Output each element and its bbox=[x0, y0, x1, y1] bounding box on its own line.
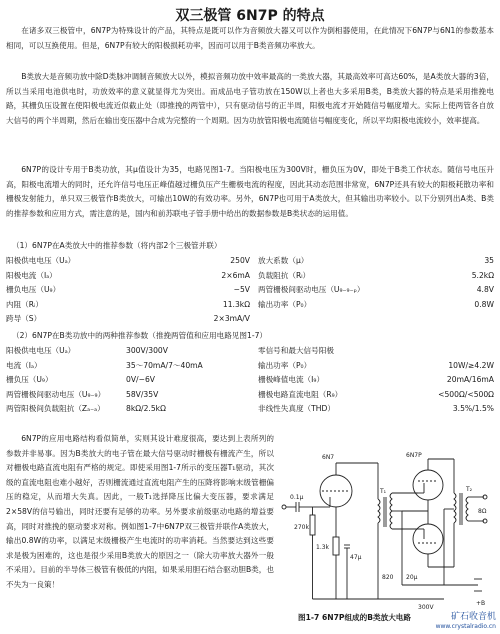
table-row bbox=[6, 298, 494, 313]
param-label: 放大系数（μ） bbox=[258, 256, 309, 265]
page-title: 双三极管 6N7P 的特点 bbox=[175, 8, 325, 24]
r1-label: 270k bbox=[294, 524, 309, 531]
param-value: 5.2kΩ bbox=[471, 270, 494, 280]
param-value: 58V/35V bbox=[126, 389, 159, 399]
c1-label: 0.1μ bbox=[290, 494, 304, 501]
param-value: 3.5%/1.5% bbox=[452, 404, 494, 414]
param-value: 0V/−6V bbox=[126, 375, 155, 385]
param-label: 阳极电流（Iₐ） bbox=[6, 270, 57, 280]
param-value: 2×3mA/V bbox=[213, 314, 250, 324]
design-paragraph: 6N7P的设计专用于B类功放，其μ值设计为35，电路见图1-7。当阳极电压为300V时，栅负压为0V，即处于B类工作状态。随信号电压升高，阳极电流增大的同时，还允许信号电压正峰值越过栅负压产生栅极电流的程度，因此其动态范围非常宽，6N7P还具有较大的阳极耗散功率和栅极发射能力，单只双三极管作B类放大，可输出10W的有效功率。另外，6N7P也可用于A类放大，但其输出功率较小。以下分别列出A类、B类的推荐参数和应用方式，需注意的是，国内和前苏联电子管手册中给出的数据参数是B类状态的运用值。 bbox=[6, 165, 494, 218]
table-a bbox=[6, 254, 494, 327]
param-label: 栅负电压（U₉） bbox=[6, 285, 61, 295]
param-label: 阳极供电电压（Uₐ） bbox=[6, 346, 76, 355]
param-label: 输出功率（P₀） bbox=[258, 299, 312, 309]
param-label: 输出功率（P₀） bbox=[258, 360, 312, 370]
param-label: 两管栅极间驱动电压（U₉₋₉） bbox=[6, 389, 106, 399]
param-value: 10W/≥4.2W bbox=[448, 360, 494, 370]
param-label: 两管阳极间负载阻抗（Zₐ₋ₐ） bbox=[6, 404, 105, 414]
c3-label: 20μ bbox=[406, 574, 418, 581]
param-value: 8kΩ/2.5kΩ bbox=[126, 404, 166, 414]
t2-label: T₂ bbox=[466, 486, 473, 493]
intro-paragraph: 在诸多双三极管中，6N7P为特殊设计的产品，其特点是既可以作为音频放大器又可以作为倒相器使用，在此情况下6N7P与6N1的参数基本相同，可以互换使用。但是，6N7P有较大的阳极损耗功率，因而可以用于B类音频功率放大。 bbox=[6, 26, 494, 50]
param-label: 栅极电路直流电阻（R₉） bbox=[258, 389, 343, 399]
param-value: 11.3kΩ bbox=[222, 299, 250, 309]
application-paragraph: 6N7P的应用电路结构看似简单，实则其设计难度很高，要达到上表所列的参数并非易事。因为B类放大的电子管在最大信号驱动时栅极有栅流产生，所以对栅极电路直流电阻有严格的规定。即使采用图1-7所示的变压器T₁驱动，其次级的直流电阻也难小越好，否则栅流通过直流电阻产生的压降将影响末级管栅偏压的稳定，从而增大失真。因此，一般T₁选择降压比偏大变压器，要求满足2×58V的信号输出，同时还要有足够的功率。另外要求前级驱动电路的增益要高，同时对推挽的驱动要求对称。例如图1-7中6N7P双三极管并联作A类放大，输出0.8W的功率，以满足末级栅极产生电流时的功率消耗。当然要达到这些要求是极为困难的，这也是很少采用B类放大的原因之一（除大功率放大器外一般不采用）。目前的半导体三极管有极低的内阻，如果采用胆石结合驱动胆B类，也不失为一良策！ bbox=[6, 434, 274, 589]
param-value: <500Ω/<500Ω bbox=[438, 389, 494, 399]
table-row bbox=[6, 283, 494, 298]
param-label: 负载阻抗（Rₗ） bbox=[258, 270, 311, 280]
figure-caption: 图1-7 6N7P组成的B类放大电路 bbox=[298, 613, 411, 622]
param-label: 电流（Iₐ） bbox=[6, 360, 42, 370]
param-value: 35～70mA/7～40mA bbox=[126, 360, 203, 370]
param-label: 阳极供电电压（Uₐ） bbox=[6, 256, 76, 265]
output-label: 8Ω bbox=[478, 508, 487, 515]
param-label: 零信号和最大信号阳极 bbox=[258, 346, 334, 355]
param-label: 两管栅极间驱动电压（U₉₋₉₋ₚ） bbox=[258, 285, 365, 295]
r3-label: 820 bbox=[382, 574, 394, 581]
param-label: 非线性失真度（THD） bbox=[258, 404, 335, 414]
table-b-heading: （2）6N7P在B类功放中的两种推荐参数（推挽两管值和应用电路见图1-7） bbox=[12, 331, 267, 340]
table-b bbox=[6, 344, 494, 417]
c2-label: 47μ bbox=[350, 554, 362, 561]
tube2-label: 6N7P bbox=[406, 452, 422, 459]
param-value: 300V/300V bbox=[126, 346, 168, 355]
param-value: 35 bbox=[484, 256, 494, 265]
param-value: −5V bbox=[233, 285, 250, 295]
circuit-diagram bbox=[278, 449, 494, 613]
param-value: 2×6mA bbox=[221, 270, 250, 280]
logo-url: www.crystalradio.cn bbox=[435, 623, 496, 630]
table-row bbox=[6, 254, 494, 269]
table-row bbox=[6, 344, 494, 359]
r2-label: 1.3k bbox=[316, 544, 330, 551]
class-b-paragraph: B类放大是音频功放中除D类脉冲调制音频放大以外，模拟音频功放中效率最高的一类放大器，其最高效率可高达60%，是A类放大器的3倍，所以当采用电池供电时，功放效率的意义就显得尤为突出。而成品电子管功放在150W以上者也大多采用B类，B类放大器的特点是采用推挽电路，其栅负压设置在使阳极电流近似截止处（即推挽的两管中），只有驱动信号的正半周，阳极电流才开始随信号幅度增大。实际上使两管各自放大信号的两个半周期，然后在输出变压器中合成为完整的一个周期。因为功放管阳极电流随信号幅度变化，所以平均阳极电流较小，效率提高。 bbox=[6, 72, 494, 125]
b-label: +B bbox=[476, 600, 486, 607]
param-value: 250V bbox=[230, 256, 250, 265]
table-a-heading: （1）6N7P在A类放大中的推荐参数（将内部2个三极管并联） bbox=[12, 241, 222, 250]
table-row bbox=[6, 359, 494, 374]
param-label: 跨导（S） bbox=[6, 314, 42, 324]
logo-name: 矿石收音机 bbox=[450, 612, 496, 622]
table-row bbox=[6, 373, 494, 388]
hv-label: 300V bbox=[418, 604, 434, 611]
t1-label: T₁ bbox=[380, 488, 387, 495]
table-row bbox=[6, 312, 494, 327]
table-row bbox=[6, 388, 494, 403]
table-row bbox=[6, 269, 494, 284]
param-value: 4.8V bbox=[476, 285, 494, 295]
param-value: 20mA/16mA bbox=[446, 375, 494, 385]
param-label: 栅负压（U₉） bbox=[6, 375, 53, 385]
tube1-label: 6N7 bbox=[322, 454, 335, 461]
param-label: 内阻（Rᵢ） bbox=[6, 299, 44, 309]
table-row bbox=[6, 402, 494, 417]
param-label: 栅极峰值电流（I₉） bbox=[258, 375, 325, 385]
param-value: 0.8W bbox=[474, 299, 494, 309]
site-logo bbox=[436, 612, 496, 632]
